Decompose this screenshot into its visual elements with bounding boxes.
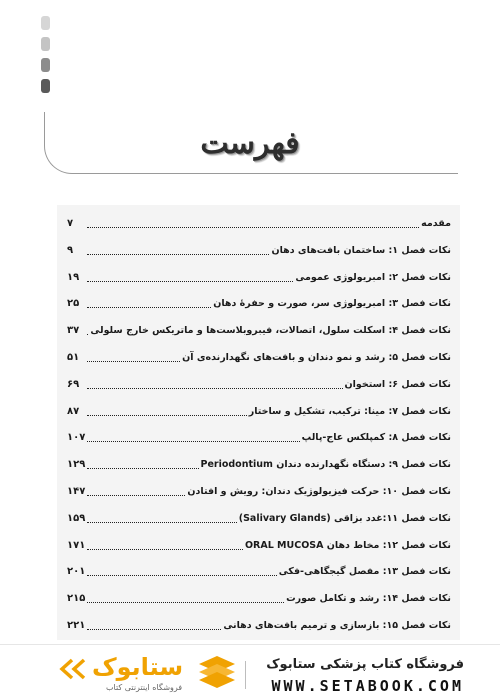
toc-entry[interactable] bbox=[57, 205, 460, 231]
toc-entry[interactable] bbox=[57, 366, 460, 392]
toc-entry[interactable] bbox=[57, 339, 460, 365]
toc-entry-page: ۲۵ bbox=[67, 298, 80, 310]
toc-entry-label: نکات فصل ۹: دستگاه نگهدارنده دندان Periodontium bbox=[200, 459, 451, 471]
toc-entry-page: ۶۹ bbox=[67, 378, 80, 390]
toc-leader-dots bbox=[87, 549, 243, 550]
toc-entry-label: نکات فصل ۱۱:غدد بزاقی (Salivary Glands) bbox=[238, 512, 451, 524]
toc-leader-dots bbox=[87, 254, 269, 255]
toc-entry-page: ۱۵۹ bbox=[67, 512, 86, 524]
toc-leader-dots bbox=[87, 468, 198, 469]
toc-entry-page: ۹ bbox=[67, 244, 74, 256]
toc-leader-dots bbox=[87, 307, 211, 308]
footer-divider bbox=[245, 661, 246, 689]
toc-entry-label: نکات فصل ۴: اسکلت سلول، اتصالات، فیبروبلاست‌ها و ماتریکس خارج سلولی bbox=[90, 325, 451, 337]
toc-entry-page: ۱۴۷ bbox=[67, 486, 86, 497]
toc-entry[interactable] bbox=[57, 580, 460, 606]
toc-entry[interactable] bbox=[57, 393, 460, 419]
shop-name: فروشگاه کتاب پزشکی ستابوک bbox=[266, 657, 464, 672]
toc-entry-page: ۲۰۱ bbox=[67, 566, 86, 578]
toc-leader-dots bbox=[87, 522, 236, 523]
logo-text: ستابوک bbox=[92, 653, 184, 681]
toc-entry-label: نکات فصل ۱۰: حرکت فیزیولوژیک دندان: رویش و افتادن bbox=[187, 486, 451, 497]
book-stack-logo-icon bbox=[197, 656, 237, 690]
toc-entry-label: نکات فصل ۶: استخوان bbox=[344, 378, 451, 390]
decorative-bar bbox=[41, 79, 50, 93]
toc-entry[interactable] bbox=[57, 607, 460, 633]
toc-entry-page: ۱۷۱ bbox=[67, 539, 86, 551]
toc-entry-label: مقدمه bbox=[421, 218, 451, 229]
toc-entry-page: ۲۱۵ bbox=[67, 593, 86, 605]
chevron-logo-icon bbox=[58, 658, 88, 680]
page-title: فهرست bbox=[200, 126, 300, 161]
toc-entry-label: نکات فصل ۸: کمپلکس عاج-پالپ bbox=[301, 432, 451, 444]
table-of-contents bbox=[57, 205, 460, 640]
toc-entry[interactable] bbox=[57, 473, 460, 499]
toc-entry[interactable] bbox=[57, 500, 460, 526]
toc-entry-page: ۱۰۷ bbox=[67, 432, 86, 444]
toc-leader-dots bbox=[87, 629, 221, 630]
toc-entry[interactable] bbox=[57, 259, 460, 285]
toc-entry-label: نکات فصل ۳: امبریولوژی سر، صورت و حفرهٔ دهان bbox=[213, 298, 451, 310]
toc-entry[interactable] bbox=[57, 312, 460, 338]
toc-entry-label: نکات فصل ۵: رشد و نمو دندان و بافت‌های نگهدارنده‌ی آن bbox=[182, 352, 451, 363]
toc-entry-page: ۸۷ bbox=[67, 405, 80, 417]
toc-entry[interactable] bbox=[57, 419, 460, 445]
toc-leader-dots bbox=[87, 415, 247, 416]
decorative-bars bbox=[41, 16, 53, 100]
toc-entry-label: نکات فصل ۷: مینا: ترکیب، تشکیل و ساختار bbox=[248, 405, 451, 417]
toc-entry-page: ۷ bbox=[67, 218, 74, 229]
toc-leader-dots bbox=[87, 575, 276, 576]
toc-leader-dots bbox=[87, 495, 185, 496]
toc-entry[interactable] bbox=[57, 446, 460, 472]
toc-entry-label: نکات فصل ۲: امبریولوژی عمومی bbox=[295, 271, 451, 283]
toc-entry-page: ۱۹ bbox=[67, 271, 80, 283]
toc-leader-dots bbox=[87, 441, 299, 442]
toc-entry-page: ۱۲۹ bbox=[67, 459, 86, 471]
logo-subtitle: فروشگاه اینترنتی کتاب bbox=[106, 683, 183, 692]
toc-entry-label: نکات فصل ۱۵: بازسازی و ترمیم بافت‌های دهانی bbox=[223, 620, 451, 631]
shop-url[interactable]: WWW.SETABOOK.COM bbox=[271, 677, 464, 695]
toc-leader-dots bbox=[87, 602, 284, 603]
toc-entry[interactable] bbox=[57, 285, 460, 311]
toc-entry-label: نکات فصل ۱۲: مخاط دهان ORAL MUCOSA bbox=[244, 539, 451, 551]
decorative-bar bbox=[41, 16, 50, 30]
toc-leader-dots bbox=[87, 281, 293, 282]
toc-entry[interactable] bbox=[57, 232, 460, 258]
toc-entry-page: ۳۷ bbox=[67, 325, 80, 337]
toc-leader-dots bbox=[87, 334, 88, 335]
toc-entry-label: نکات فصل ۱۳: مفصل گیجگاهی-فکی bbox=[278, 566, 451, 578]
toc-leader-dots bbox=[87, 388, 343, 389]
toc-entry-label: نکات فصل ۱: ساختمان بافت‌های دهان bbox=[271, 244, 451, 256]
toc-entry-label: نکات فصل ۱۴: رشد و تکامل صورت bbox=[286, 593, 451, 605]
footer-banner bbox=[0, 644, 500, 700]
decorative-bar bbox=[41, 58, 50, 72]
toc-entry-page: ۵۱ bbox=[67, 352, 80, 363]
toc-entry-page: ۲۲۱ bbox=[67, 620, 86, 631]
toc-leader-dots bbox=[87, 361, 180, 362]
decorative-bar bbox=[41, 37, 50, 51]
toc-entry[interactable] bbox=[57, 553, 460, 579]
toc-entry[interactable] bbox=[57, 527, 460, 553]
toc-leader-dots bbox=[87, 227, 419, 228]
